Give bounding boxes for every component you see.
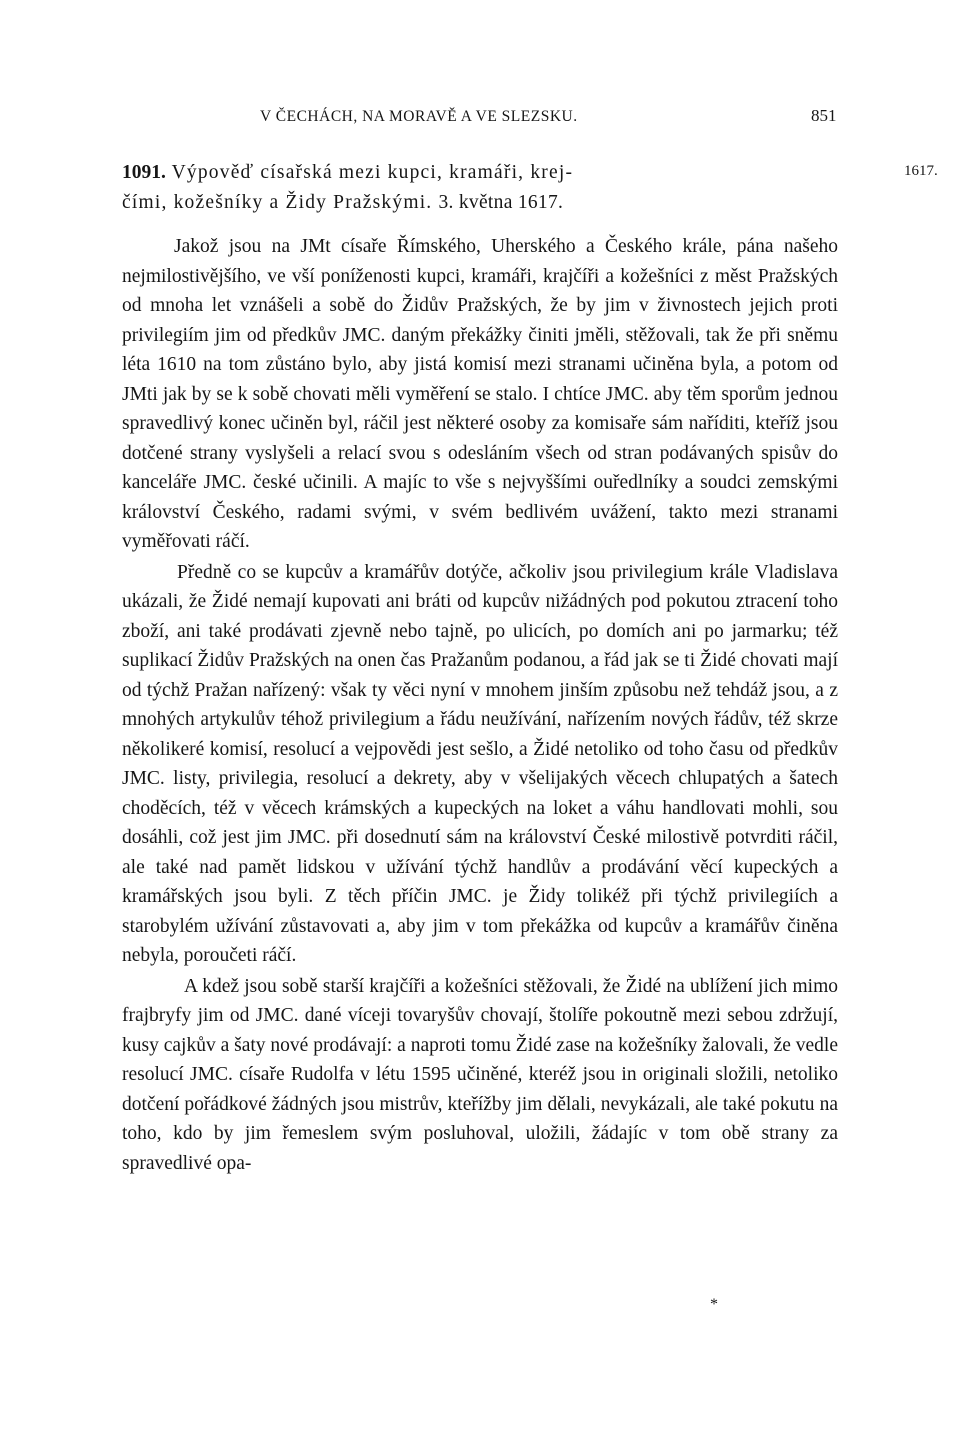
document-heading	[122, 158, 904, 218]
paragraph-3: A kdež jsou sobě starší krajčíři a kožešníci stěžovali, že Židé na ublížení jich mimo frajbryfy jim od JMC. dané víceji tovaryšův chovají, štolíře pokoutně mezi sebou zdržují, kusy cajkův a šaty nové prodávají: a naproti tomu Židé zase na kožešníky žalovali, že vedle resolucí JMC. císaře Rudolfa v létu 1595 učiněné, kteréž jsou in originali složili, netoliko dotčení pořádkové žádných jsou mistrův, kteřížby jim dělali, nevykázali, ale také pokutu na toho, kdo by jim řemeslem svým posluhoval, uložili, žádajíc v tom obě strany za spravedlivé opa-	[122, 975, 838, 1174]
document-title-line-1: Výpověď císařská mezi kupci, kramáři, krej-	[171, 162, 574, 183]
page-number: 851	[811, 106, 837, 125]
running-head: V ČECHÁCH, NA MORAVĚ A VE SLEZSKU.	[260, 108, 578, 125]
document-number: 1091.	[122, 162, 166, 183]
paragraph-1: Jakož jsou na JMt císaře Římského, Uherského a Českého krále, pána našeho nejmilostivějšího, ve vší poníženosti kupci, kramáři, krajčíři a kožešníci z měst Pražských od mnoha let vznášeli a sobě do Židův Pražských, že by jim v živnostech jejich proti privilegiím jim od předkův JMC. daným překážky činiti jměli, stěžovali, tak že při sněmu léta 1610 na tom zůstáno bylo, aby jistá komisí mezi stranami učiněna byla, a potom od JMti jak by se k sobě chovati měli vyměření se stalo. I chtíce JMC. aby těm sporům jednou spravedlivý konec učiněn byl, ráčil jest některé osoby za komisaře sám naříditi, kteříž jsou dotčené strany vyslyšeli a relací svou s odesláním všech od stran podávaných spisův do kanceláře JMC. české učinili. A majíc to vše s nejvyššími ouředlníky a soudci zemskými království Českého, radami svými, v svém bedlivém uvážení, takto mezi stranami vyměřovati ráčí.	[122, 236, 838, 552]
heading-line-1	[122, 158, 904, 188]
margin-year-note: 1617.	[904, 163, 938, 179]
body-text	[122, 232, 838, 1178]
paragraph-2: Předně co se kupcův a kramářův dotýče, ačkoliv jsou privilegium krále Vladislava ukázali, že Židé nemají kupovati ani bráti od kupcův nižádných pod pokutou ztracení toho zboží, ani také prodávati zjevně nebo tajně, po ulicích, po domích ani po jarmarku; též suplikací Židův Pražských na onen čas Pražanům podanou, a řád jak se ti Židé chovati mají od týchž Pražan nařízený: však ty věci nyní v mnohem jinším způsobu než tehdáž jsou, a z mnohých artykulův téhož privilegium a řádu neužívání, nařízením nových řádův, též skrze několikeré komisí, resolucí a vejpovědi jest sešlo, a Židé netoliko od toho času od předkův JMC. listy, privilegia, resolucí a dekrety, aby v všelijakých věcech chlupatých a šatech choděcích, též v věcech krámských a kupeckých na loket a váhu handlovati mohli, sou dosáhli, což jest jim JMC. při dosednutí sám na království České milostivě potvrditi ráčil, ale také nad pamět lidskou v užívání týchž handlův a prodávání věcí kupeckých a kramářských jsou byli. Z těch příčin JMC. je Židy tolikéž při týchž privilegiích a starobylém užívání zůstavovati a, aby jim v tom překážka od kupcův a kramářův činěna nebyla, poroučeti ráčí.	[122, 561, 838, 966]
heading-line-2	[122, 188, 904, 218]
document-date: 3. května 1617.	[438, 192, 564, 213]
document-title-line-2: čími, kožešníky a Židy Pražskými.	[122, 192, 433, 213]
footnote-asterisk: *	[710, 1296, 718, 1313]
